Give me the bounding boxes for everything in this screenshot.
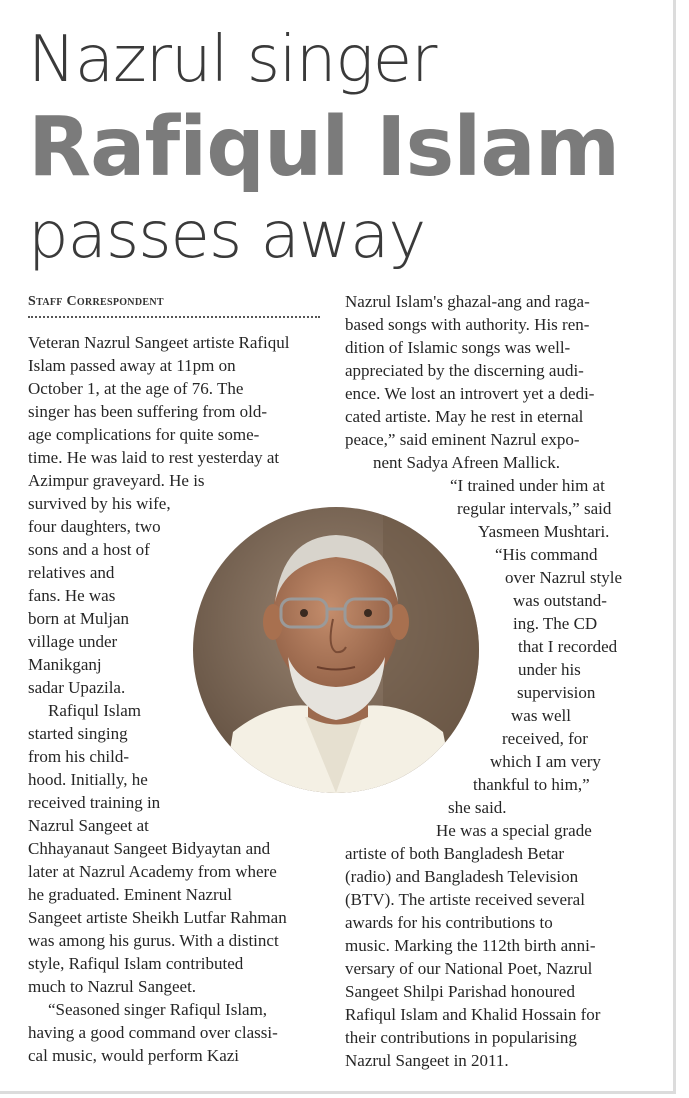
article-line: (radio) and Bangladesh Television <box>345 867 579 886</box>
article-line: sons and a host of <box>28 540 150 559</box>
article-line: received training in <box>28 793 161 812</box>
article-line: (BTV). The artiste received several <box>345 890 585 909</box>
article-line: “I trained under him at <box>450 476 605 495</box>
article-line: much to Nazrul Sangeet. <box>28 977 197 996</box>
article-line: four daughters, two <box>28 517 161 536</box>
article-line: he graduated. Eminent Nazrul <box>28 885 232 904</box>
article-line: she said. <box>448 798 507 817</box>
article-line: survived by his wife, <box>28 494 171 513</box>
article-line: Chhayanaut Sangeet Bidyaytan and <box>28 839 271 858</box>
article-line: supervision <box>517 683 596 702</box>
article-line: started singing <box>28 724 128 743</box>
article-line: awards for his contributions to <box>345 913 553 932</box>
article-line: village under <box>28 632 118 651</box>
headline-line-2: Rafiqul Islam <box>28 100 620 195</box>
article-line: “Seasoned singer Rafiqul Islam, <box>48 1000 268 1019</box>
article-line: Nazrul Sangeet in 2011. <box>345 1051 509 1070</box>
article-line: ing. The CD <box>513 614 598 633</box>
article-line: based songs with authority. His ren- <box>345 315 590 334</box>
article-line: style, Rafiqul Islam contributed <box>28 954 244 973</box>
article-line: appreciated by the discerning audi- <box>345 361 584 380</box>
article-line: their contributions in popularising <box>345 1028 577 1047</box>
article-line: age complications for quite some- <box>28 425 260 444</box>
article-line: having a good command over classi- <box>28 1023 278 1042</box>
article-line: born at Muljan <box>28 609 130 628</box>
headline-line-3: passes away <box>28 199 426 273</box>
article-line: nent Sadya Afreen Mallick. <box>373 453 560 472</box>
article-line: Manikganj <box>28 655 102 674</box>
article-line: He was a special grade <box>436 821 592 840</box>
article-line: “His command <box>495 545 598 564</box>
article-line: Islam passed away at 11pm on <box>28 356 236 375</box>
article-line: relatives and <box>28 563 115 582</box>
article-line: sadar Upazila. <box>28 678 126 697</box>
article-line: regular intervals,” said <box>457 499 612 518</box>
byline: Staff Correspondent <box>28 294 164 309</box>
article-line: time. He was laid to rest yesterday at <box>28 448 280 467</box>
article-line: music. Marking the 112th birth anni- <box>345 936 596 955</box>
article-line: which I am very <box>490 752 601 771</box>
article-line: dition of Islamic songs was well- <box>345 338 571 357</box>
article-line: fans. He was <box>28 586 116 605</box>
article-line: over Nazrul style <box>505 568 623 587</box>
article-line: cated artiste. May he rest in eternal <box>345 407 584 426</box>
article-line: Veteran Nazrul Sangeet artiste Rafiqul <box>28 333 290 352</box>
article-line: Yasmeen Mushtari. <box>478 522 610 541</box>
article-line: hood. Initially, he <box>28 770 148 789</box>
article-line: from his child- <box>28 747 130 766</box>
byline-divider <box>28 316 320 318</box>
article-line: Nazrul Sangeet at <box>28 816 149 835</box>
portrait-photo <box>193 507 479 793</box>
article-line: cal music, would perform Kazi <box>28 1046 240 1065</box>
article-line: received, for <box>502 729 588 748</box>
article-line: artiste of both Bangladesh Betar <box>345 844 565 863</box>
article-line: peace,” said eminent Nazrul expo- <box>345 430 580 449</box>
article-line: thankful to him,” <box>473 775 590 794</box>
headline-line-1: Nazrul singer <box>28 23 437 97</box>
article-line: October 1, at the age of 76. The <box>28 379 244 398</box>
article-line: was among his gurus. With a distinct <box>28 931 279 950</box>
article-line: that I recorded <box>518 637 618 656</box>
article-line: was well <box>511 706 571 725</box>
article-line: versary of our National Poet, Nazrul <box>345 959 593 978</box>
article-line: was outstand- <box>513 591 607 610</box>
article-line: under his <box>518 660 581 679</box>
article-line: Nazrul Islam's ghazal-ang and raga- <box>345 292 590 311</box>
article-line: Rafiqul Islam and Khalid Hossain for <box>345 1005 601 1024</box>
article-line: Sangeet artiste Sheikh Lutfar Rahman <box>28 908 287 927</box>
article-line: ence. We lost an introvert yet a dedi- <box>345 384 595 403</box>
article-line: singer has been suffering from old- <box>28 402 268 421</box>
article-line: Sangeet Shilpi Parishad honoured <box>345 982 575 1001</box>
article-line: later at Nazrul Academy from where <box>28 862 277 881</box>
article-line: Azimpur graveyard. He is <box>28 471 205 490</box>
article-line: Rafiqul Islam <box>48 701 142 720</box>
